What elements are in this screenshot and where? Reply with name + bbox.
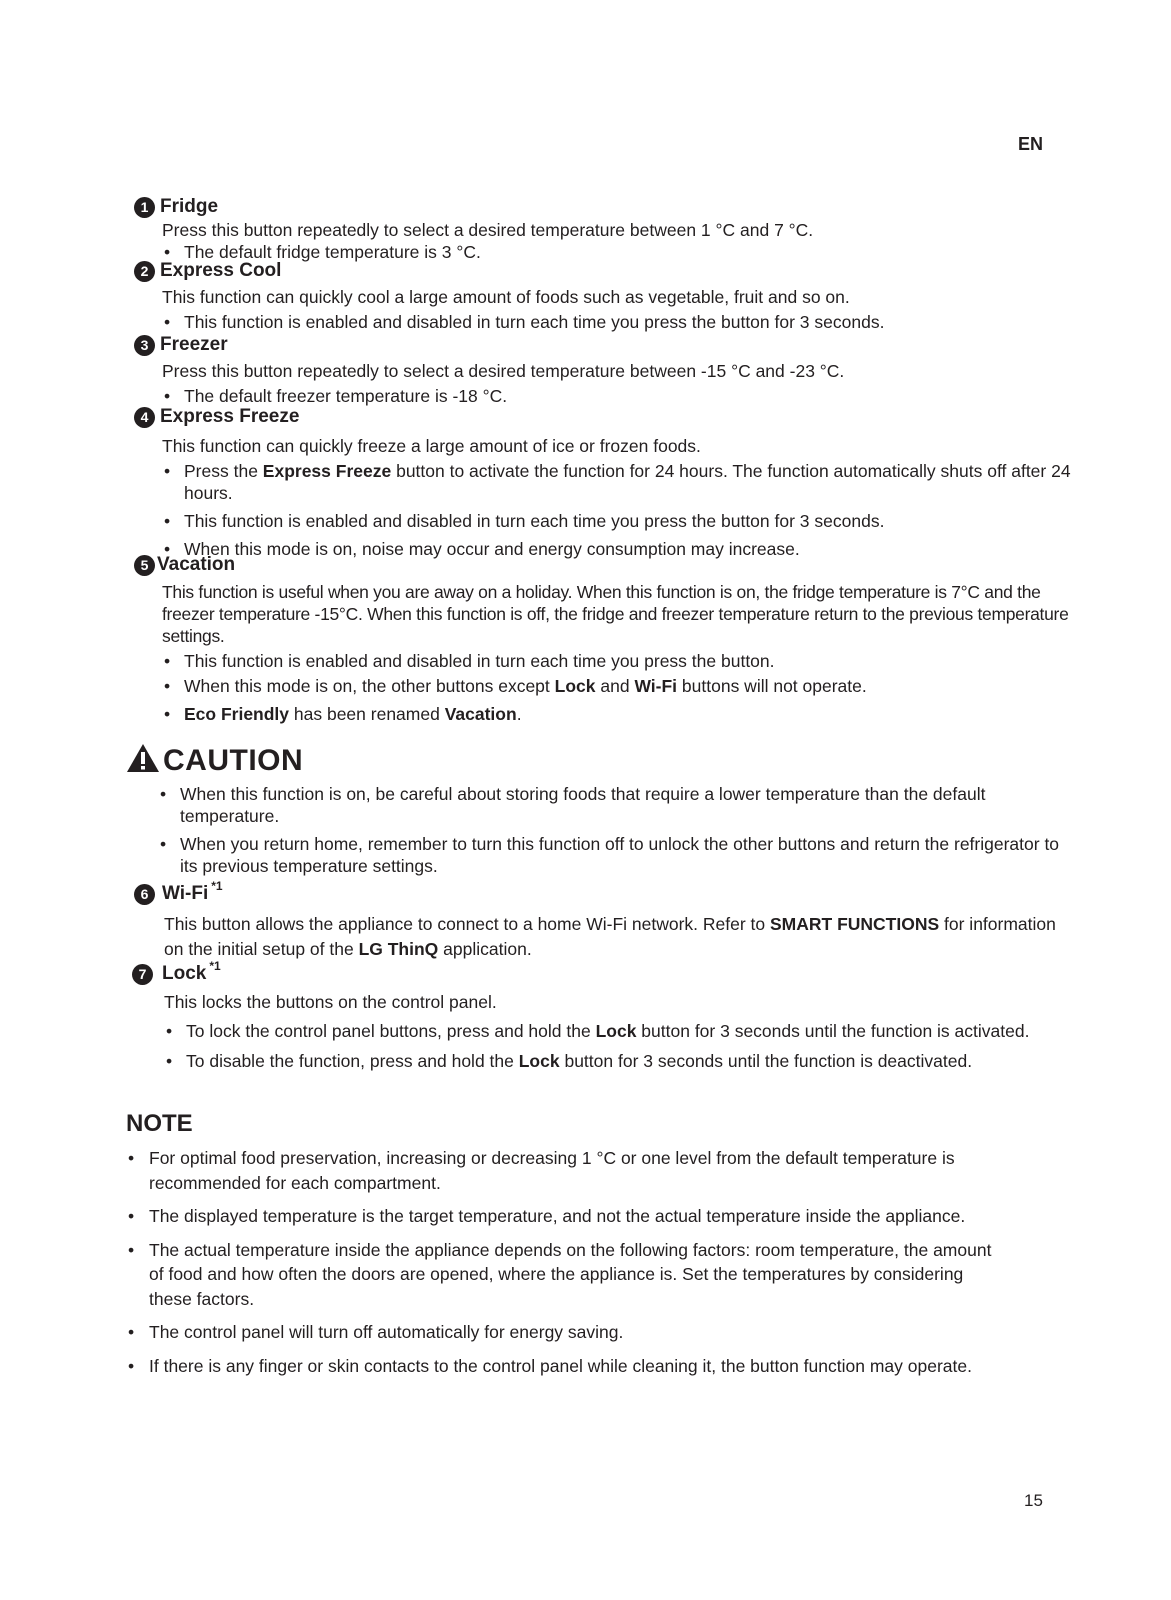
- number-badge: 3: [134, 335, 155, 356]
- bullet-list: [162, 650, 1074, 725]
- text-run: When this mode is on, the other buttons except: [184, 676, 555, 696]
- caution-heading: [126, 743, 303, 778]
- section-heading: [134, 879, 1074, 906]
- bold-term: Lock: [554, 676, 596, 696]
- number-badge: 7: [132, 964, 153, 985]
- section-title: Express Freeze: [160, 406, 300, 427]
- list-item: • This function is enabled and disabled in turn each time you press the button.: [162, 650, 1074, 672]
- section-title: Lock: [162, 963, 207, 984]
- number-badge: 4: [134, 407, 155, 428]
- section-description: [164, 912, 1074, 962]
- section-freezer: [134, 333, 1074, 407]
- section-description: Press this button repeatedly to select a desired temperature between 1 °C and 7 °C.: [162, 220, 814, 240]
- section-description: This function can quickly freeze a large amount of ice or frozen foods.: [162, 436, 701, 456]
- bold-term: Lock: [518, 1051, 560, 1071]
- section-description: This locks the buttons on the control panel.: [164, 992, 497, 1012]
- text-run: for information on the initial setup of the: [164, 914, 1056, 959]
- text-run: To disable the function, press and hold the: [186, 1051, 519, 1071]
- text-run: This button allows the appliance to connect to a home Wi-Fi network. Refer to: [164, 914, 770, 934]
- list-item: [162, 460, 1074, 504]
- footnote-marker: *1: [211, 879, 223, 893]
- bullet-list: [162, 311, 1074, 333]
- text-run: Press the: [184, 461, 263, 481]
- list-item: [162, 703, 1074, 725]
- list-item: [162, 675, 1074, 697]
- note-title: NOTE: [126, 1110, 193, 1137]
- text-run: button for 3 seconds until the function is deactivated.: [559, 1051, 973, 1071]
- list-item: • When this function is on, be careful about storing foods that require a lower temperature than the default temperature.: [158, 783, 1078, 827]
- section-vacation: [134, 553, 1074, 725]
- text-run: button to activate the function for 24 hours. The function automatically shuts off after 24 hours.: [184, 461, 1071, 503]
- list-item: • If there is any finger or skin contacts to the control panel while cleaning it, the button function may operate.: [126, 1354, 1006, 1379]
- text-run: buttons will not operate.: [677, 676, 867, 696]
- list-item: • This function is enabled and disabled in turn each time you press the button for 3 seconds.: [162, 311, 1074, 333]
- language-label: EN: [1018, 134, 1044, 154]
- section-title: Freezer: [160, 334, 228, 355]
- bold-term: LG ThinQ: [358, 939, 439, 959]
- list-item: • The default fridge temperature is 3 °C.: [162, 241, 1074, 263]
- bullet-list: [164, 1019, 1072, 1072]
- list-item: • The default freezer temperature is -18 °C.: [162, 385, 1074, 407]
- list-item: • When this mode is on, noise may occur and energy consumption may increase.: [162, 538, 1074, 560]
- list-item: • For optimal food preservation, increasing or decreasing 1 °C or one level from the default temperature is recommended for each compartment.: [126, 1146, 1006, 1195]
- section-express-freeze: [134, 405, 1074, 560]
- section-title: Wi-Fi: [162, 883, 209, 904]
- section-lock: [132, 959, 1072, 1072]
- text-run: application.: [438, 939, 532, 959]
- bold-term: Lock: [595, 1021, 637, 1041]
- section-express-cool: [134, 259, 1074, 333]
- number-badge: 1: [134, 197, 155, 218]
- bold-term: Wi-Fi: [634, 676, 678, 696]
- number-badge: 6: [134, 884, 155, 905]
- note-list: [126, 1146, 1006, 1387]
- list-item: • The displayed temperature is the target temperature, and not the actual temperature inside the appliance.: [126, 1204, 1006, 1229]
- section-heading: [132, 959, 1072, 986]
- section-heading: [134, 259, 1074, 283]
- footnote-marker: *1: [209, 959, 221, 973]
- list-item: • This function is enabled and disabled in turn each time you press the button for 3 seconds.: [162, 510, 1074, 532]
- bullet-list: [162, 385, 1074, 407]
- section-description: This function is useful when you are away on a holiday. When this function is on, the fridge temperature is 7°C and the freezer temperature -15°C. When this function is off, the fridge and freezer temperature return to the previous temperature settings.: [162, 582, 1069, 646]
- section-title: Fridge: [160, 196, 219, 217]
- text-run: button for 3 seconds until the function is activated.: [636, 1021, 1030, 1041]
- bold-term: Vacation: [444, 704, 517, 724]
- text-run: .: [516, 704, 522, 724]
- section-description: This function can quickly cool a large amount of foods such as vegetable, fruit and so on.: [162, 287, 850, 307]
- text-run: To lock the control panel buttons, press and hold the: [186, 1021, 596, 1041]
- list-item: [164, 1050, 1072, 1072]
- bullet-list: [162, 460, 1074, 560]
- section-heading: [134, 195, 1074, 219]
- number-badge: 5: [134, 555, 155, 576]
- list-item: • When you return home, remember to turn this function off to unlock the other buttons and return the refrigerator to its previous temperature settings.: [158, 833, 1078, 877]
- section-heading: [134, 333, 1074, 357]
- bold-term: Eco Friendly: [184, 704, 290, 724]
- section-heading: [134, 405, 1074, 429]
- list-item: [164, 1019, 1072, 1044]
- number-badge: 2: [134, 261, 155, 282]
- bold-term: Express Freeze: [262, 461, 392, 481]
- list-item: • The actual temperature inside the appliance depends on the following factors: room temperature, the amount of food and how often the doors are opened, where the appliance is. Set the temperatures by considering these factors.: [126, 1238, 1006, 1312]
- text-run: has been renamed: [289, 704, 445, 724]
- list-item: • The control panel will turn off automatically for energy saving.: [126, 1320, 1006, 1345]
- bold-term: SMART FUNCTIONS: [770, 914, 940, 934]
- caution-list: [158, 780, 1078, 877]
- page-number: 15: [1024, 1491, 1043, 1510]
- section-title: Express Cool: [160, 260, 282, 281]
- warning-triangle-icon: [126, 743, 160, 778]
- section-heading: [134, 553, 1074, 577]
- section-description: Press this button repeatedly to select a desired temperature between -15 °C and -23 °C.: [162, 361, 845, 381]
- section-wifi: [134, 876, 1074, 962]
- section-fridge: [134, 195, 1074, 263]
- section-title: Vacation: [157, 554, 236, 575]
- text-run: and: [595, 676, 635, 696]
- caution-title: CAUTION: [163, 743, 304, 777]
